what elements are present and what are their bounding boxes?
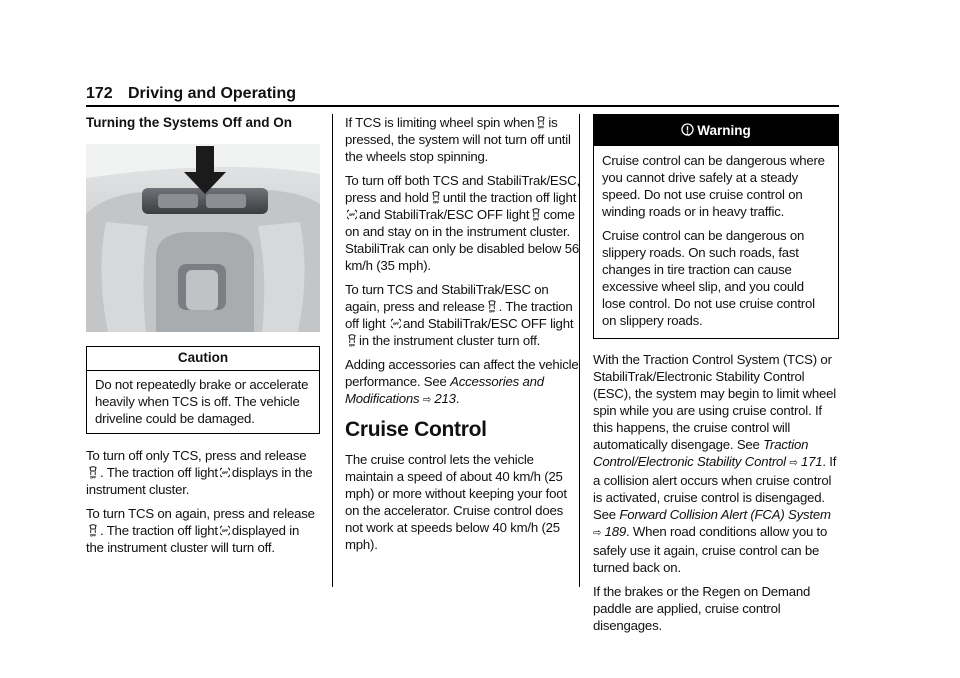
warning-icon	[681, 123, 694, 137]
page-ref-arrow-icon: ⇨	[422, 394, 431, 406]
traction-control-page-ref[interactable]: 171	[800, 454, 823, 469]
traction-off-light-icon	[220, 466, 230, 479]
traction-off-light-icon	[391, 317, 401, 330]
fca-link[interactable]: Forward Collision Alert (FCA) System	[619, 507, 831, 522]
fca-page-ref[interactable]: 189	[604, 524, 626, 539]
turn-off-both-paragraph: To turn off both TCS and StabiliTrak/ESC, press and hold until the traction off light and StabiliTrak/ESC OFF light come on and stay on in the instrument cluster. StabiliTrak can only be disabled below 56 km/h (35 mph).	[345, 173, 580, 273]
column-3	[593, 114, 839, 641]
accessories-link[interactable]: Accessories and Modifications	[345, 374, 544, 406]
page-ref-arrow-icon: ⇨	[789, 457, 798, 469]
accessories-page-ref[interactable]: 213	[434, 391, 456, 406]
cruise-control-intro: The cruise control lets the vehicle maintain a speed of about 40 km/h (25 mph) or more without keeping your foot on the accelerator. Cruise control does not work at speeds below 40 km/h (25 mph).	[345, 452, 567, 552]
tcs-cruise-paragraph: With the Traction Control System (TCS) or StabiliTrak/Electronic Stability Control (ESC), the system may begin to limit wheel spin while you are using cruise control. If this happens, the cruise control will automatically disengage. See Traction Control/Electronic Stability Control ⇨ 171. If a collision alert occurs when cruise control is activated, cruise control is disengaged. See Forward Collision Alert (FCA) System ⇨ 189. When road conditions allow you to safely use it again, cruise control can be turned back on.	[593, 352, 837, 575]
traction-button-icon	[487, 300, 497, 313]
warning-text-2: Cruise control can be dangerous on slippery roads. On such roads, fast changes in tire traction can cause excessive wheel slip, and you could lose control. Do not use cruise control on slippery roads.	[602, 228, 815, 328]
page-number: 172	[86, 85, 113, 102]
header-rule	[86, 105, 839, 107]
page-ref-arrow-icon: ⇨	[593, 527, 602, 539]
column-divider-1	[332, 114, 333, 587]
caution-title: Caution	[87, 347, 319, 371]
traction-button-icon	[88, 524, 98, 537]
traction-off-light-icon	[347, 208, 357, 221]
accessories-paragraph: Adding accessories can affect the vehicle performance. See Accessories and Modifications ⇨ 213.	[345, 357, 579, 406]
turn-on-both-paragraph: To turn TCS and StabiliTrak/ESC on again, press and release . The traction off light and StabiliTrak/ESC OFF lightin the instrument cluster turn off.	[345, 282, 574, 348]
traction-button-photo	[86, 144, 320, 332]
brakes-paragraph: If the brakes or the Regen on Demand paddle are applied, cruise control disengages.	[593, 584, 811, 633]
section-heading: Turning the Systems Off and On	[86, 115, 293, 130]
cruise-control-heading: Cruise Control	[345, 418, 487, 441]
warning-title: Warning	[594, 115, 838, 146]
column-1	[86, 114, 320, 563]
tcs-off-paragraph: To turn off only TCS, press and release. The traction off light displays in the instrument cluster.	[86, 448, 313, 497]
page-header	[86, 84, 839, 104]
column-2	[345, 114, 580, 560]
tcs-on-paragraph: To turn TCS on again, press and release. The traction off light displayed in the instrument cluster will turn off.	[86, 506, 315, 555]
traction-off-light-icon	[220, 524, 230, 537]
traction-control-link[interactable]: Traction Control/Electronic Stability Control	[593, 437, 809, 469]
section-title: Driving and Operating	[128, 85, 297, 102]
traction-button-icon	[536, 116, 546, 129]
caution-box	[86, 346, 320, 434]
caution-text: Do not repeatedly brake or accelerate heavily when TCS is off. The vehicle driveline could be damaged.	[95, 377, 309, 426]
warning-box	[593, 114, 839, 339]
traction-button-icon	[88, 466, 98, 479]
esc-off-light-icon	[531, 208, 541, 221]
esc-off-light-icon	[347, 334, 357, 347]
traction-button-icon	[431, 191, 441, 204]
warning-text-1: Cruise control can be dangerous where you cannot drive safely at a steady speed. Do not use cruise control on winding roads or in heavy traffic.	[602, 153, 825, 219]
wheel-spin-paragraph: If TCS is limiting wheel spin when is pressed, the system will not turn off until the wheels stop spinning.	[345, 115, 571, 164]
